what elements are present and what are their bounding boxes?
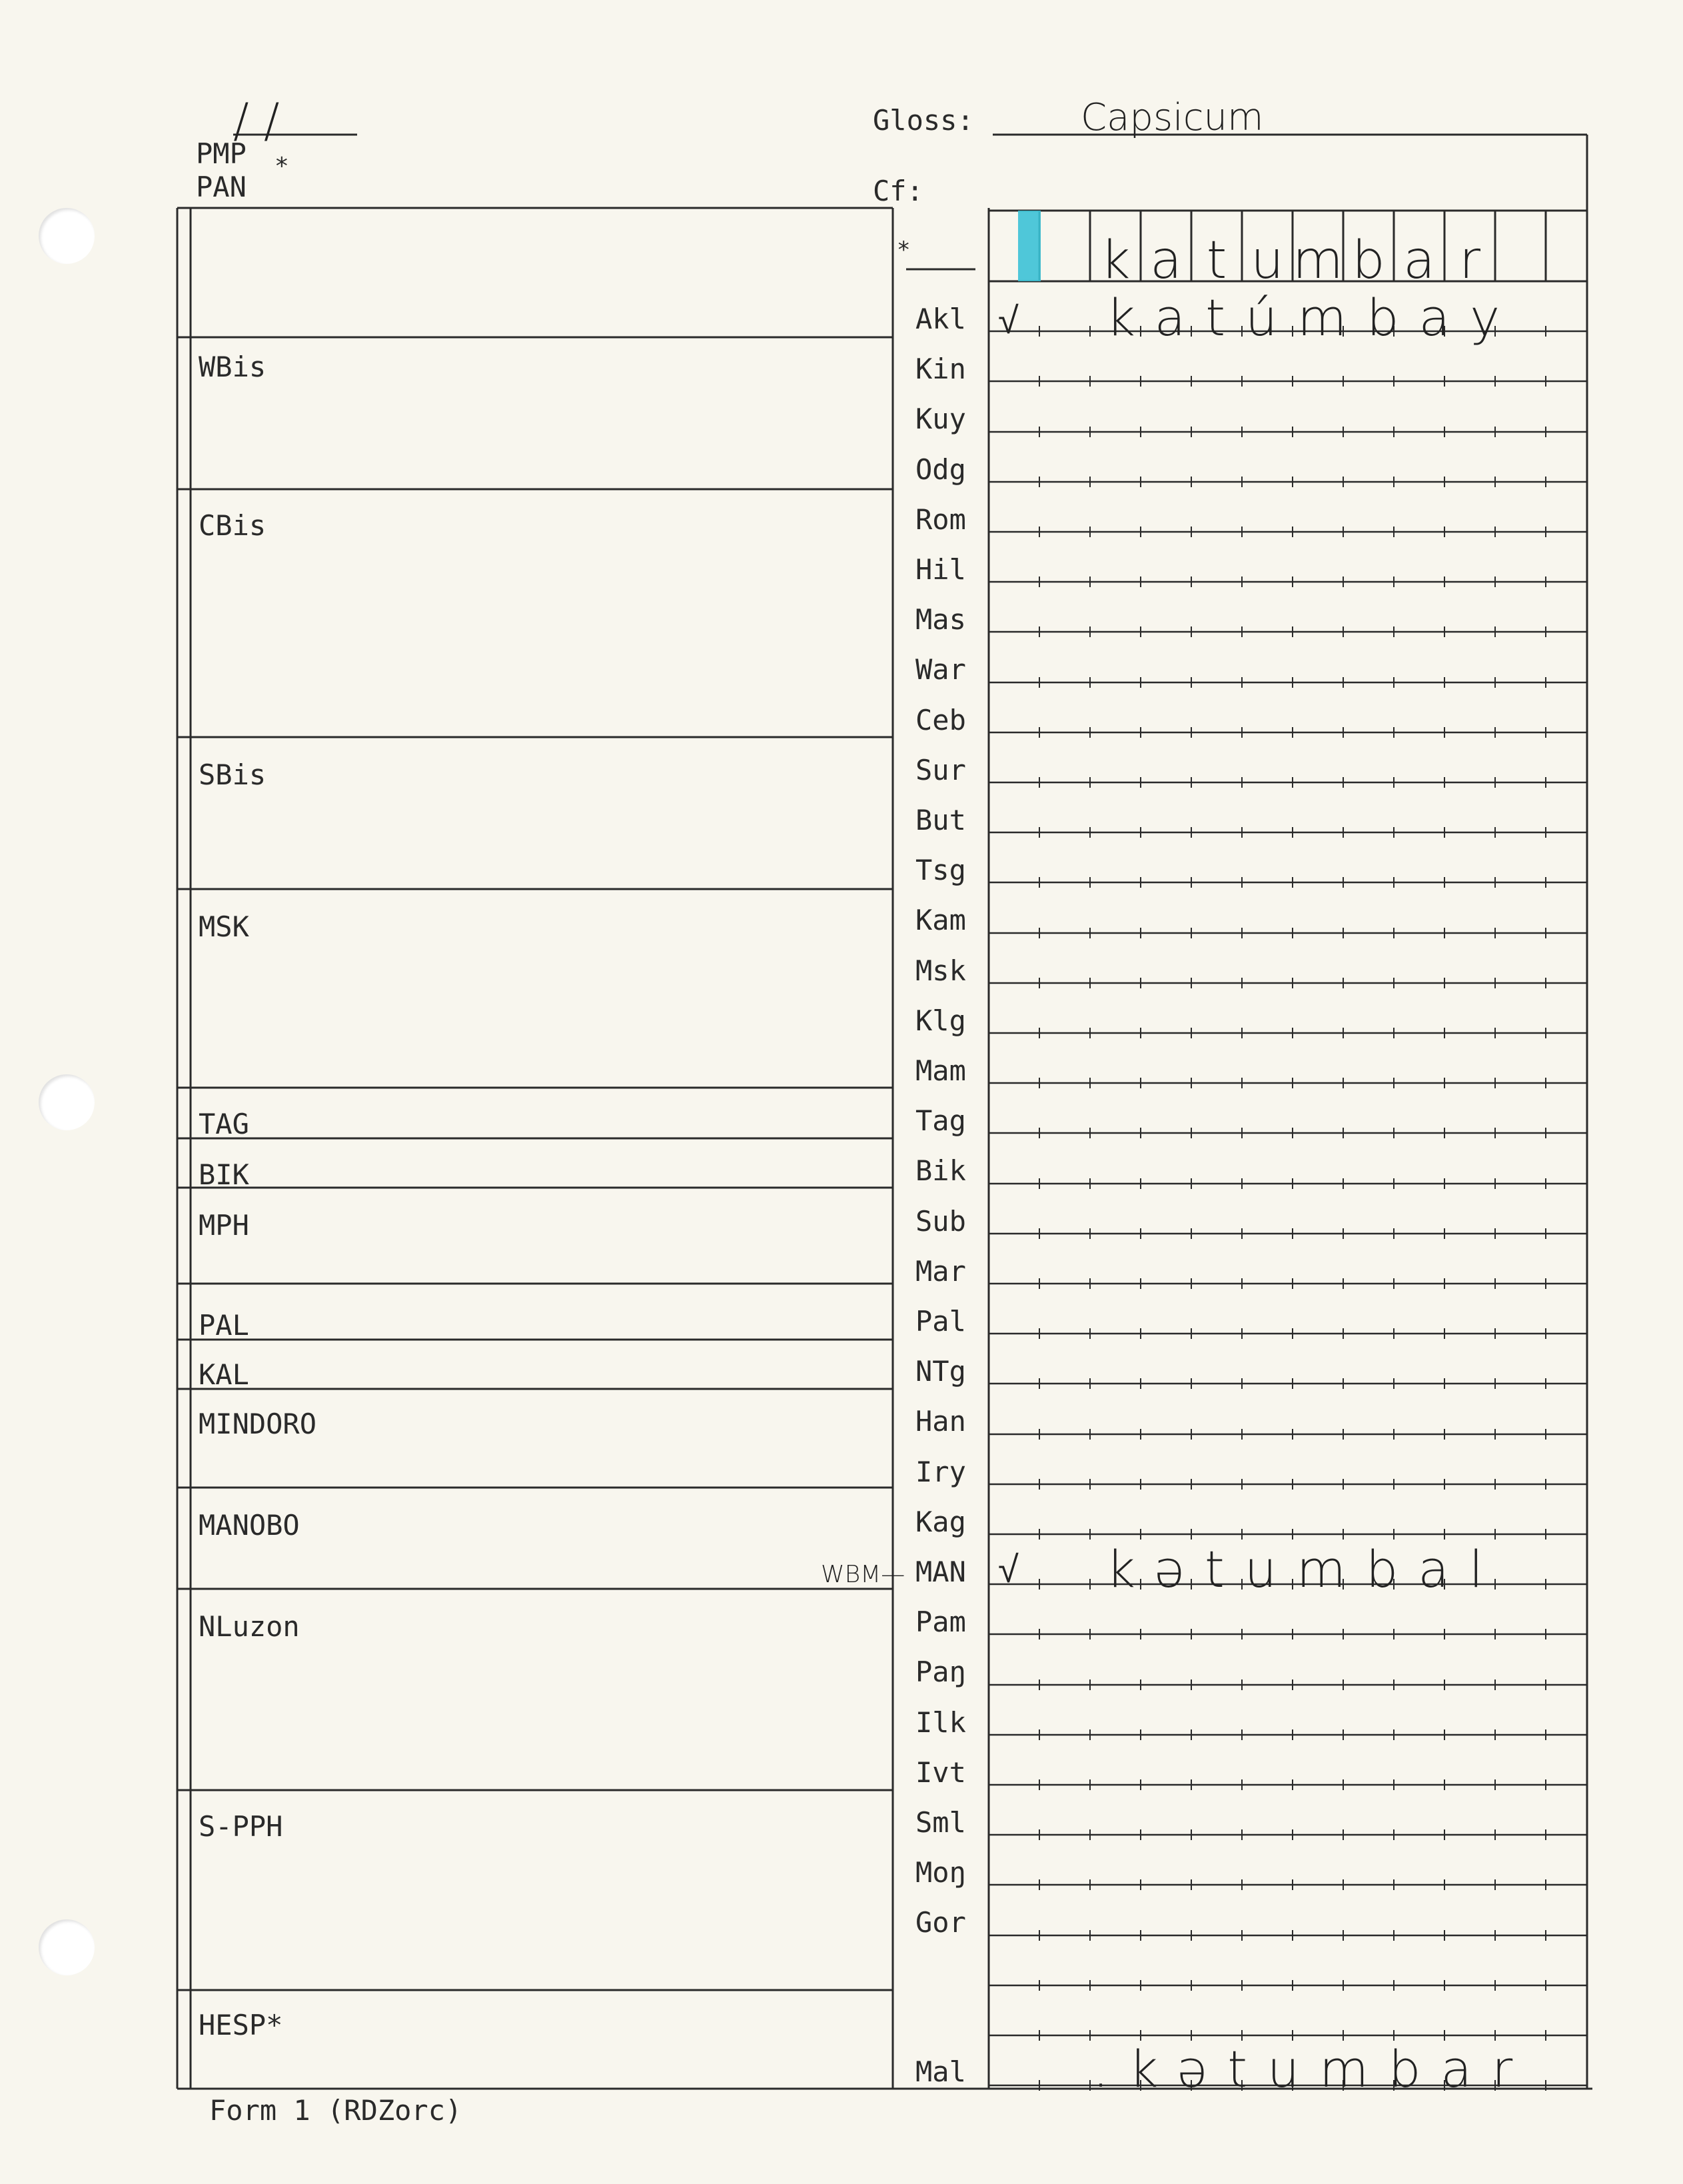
reconstruction-letter: u xyxy=(1251,231,1284,291)
section-label: PAL xyxy=(199,1309,249,1342)
language-label: But xyxy=(915,804,966,836)
language-label: Msk xyxy=(915,954,966,987)
mal-form: .kətumbar xyxy=(1093,2039,1533,2099)
section-label: TAG xyxy=(199,1108,249,1140)
language-label: Ceb xyxy=(915,704,966,736)
reconstruction-letter: a xyxy=(1403,231,1435,291)
gloss-value: Capsicum xyxy=(1081,96,1264,139)
section-label: HESP* xyxy=(199,2009,283,2041)
form-footer-label: Form 1 (RDZorc) xyxy=(209,2094,462,2127)
language-label: Tsg xyxy=(915,854,966,886)
pmp-star: * xyxy=(275,153,289,180)
man-check: √ xyxy=(998,1548,1019,1592)
language-label: Kam xyxy=(915,904,966,936)
language-label: Pam xyxy=(915,1606,966,1638)
section-label: CBis xyxy=(199,509,267,542)
cf-label: Cf: xyxy=(873,175,923,207)
section-label: MINDORO xyxy=(199,1408,317,1440)
language-label: Tag xyxy=(915,1104,966,1137)
language-label: Pal xyxy=(915,1305,966,1338)
language-label: Ivt xyxy=(915,1756,966,1789)
language-label: Akl xyxy=(915,303,966,335)
pan-label: PAN xyxy=(196,171,247,203)
language-label: Mal xyxy=(915,2055,966,2088)
reconstruction-letter: r xyxy=(1458,231,1481,291)
reconstruction-letter: k xyxy=(1100,231,1131,291)
language-label: Sub xyxy=(915,1205,966,1238)
language-label: Paŋ xyxy=(915,1655,966,1688)
akl-check: √ xyxy=(998,299,1019,343)
section-label: S-PPH xyxy=(199,1810,283,1843)
language-label: Mas xyxy=(915,603,966,636)
language-label: Hil xyxy=(915,553,966,586)
language-label: Bik xyxy=(915,1154,966,1187)
language-label: Kuy xyxy=(915,403,966,435)
language-label: Mam xyxy=(915,1054,966,1087)
section-label: MANOBO xyxy=(199,1509,300,1542)
language-label: Ilk xyxy=(915,1706,966,1739)
reconstruction-letter: m xyxy=(1293,231,1343,291)
date-field: / / xyxy=(233,93,280,148)
language-label: Klg xyxy=(915,1004,966,1037)
section-label: WBis xyxy=(199,351,267,383)
language-label: Sml xyxy=(915,1806,966,1839)
language-label: MAN xyxy=(915,1556,966,1588)
language-label: Odg xyxy=(915,453,966,486)
section-label: NLuzon xyxy=(199,1610,300,1643)
language-label: NTg xyxy=(915,1355,966,1388)
reconstruction-letter: b xyxy=(1352,231,1385,291)
language-label: Sur xyxy=(915,754,966,786)
gloss-label: Gloss: xyxy=(873,104,974,137)
language-label: Gor xyxy=(915,1906,966,1939)
man-form: kətumbal xyxy=(1106,1540,1503,1599)
pmp-label: PMP xyxy=(196,137,247,170)
language-label: Iry xyxy=(915,1456,966,1488)
reconstruction-highlight xyxy=(1018,211,1041,281)
language-label: Kin xyxy=(915,353,966,385)
language-label: Han xyxy=(915,1405,966,1438)
reconstruction-letter: a xyxy=(1150,231,1182,291)
language-label: Moŋ xyxy=(915,1856,966,1889)
reconstruction-star: * xyxy=(897,237,911,263)
section-label: BIK xyxy=(199,1158,249,1191)
section-label: KAL xyxy=(199,1358,249,1391)
reconstruction-letter: t xyxy=(1206,231,1227,291)
man-note: WBM— xyxy=(821,1561,905,1588)
language-label: Rom xyxy=(915,503,966,536)
section-label: SBis xyxy=(199,758,267,791)
language-label: Mar xyxy=(915,1255,966,1288)
language-label: War xyxy=(915,653,966,686)
language-label: Kag xyxy=(915,1506,966,1538)
akl-form: katúmbay xyxy=(1106,288,1520,347)
section-label: MSK xyxy=(199,910,249,943)
section-label: MPH xyxy=(199,1209,249,1242)
